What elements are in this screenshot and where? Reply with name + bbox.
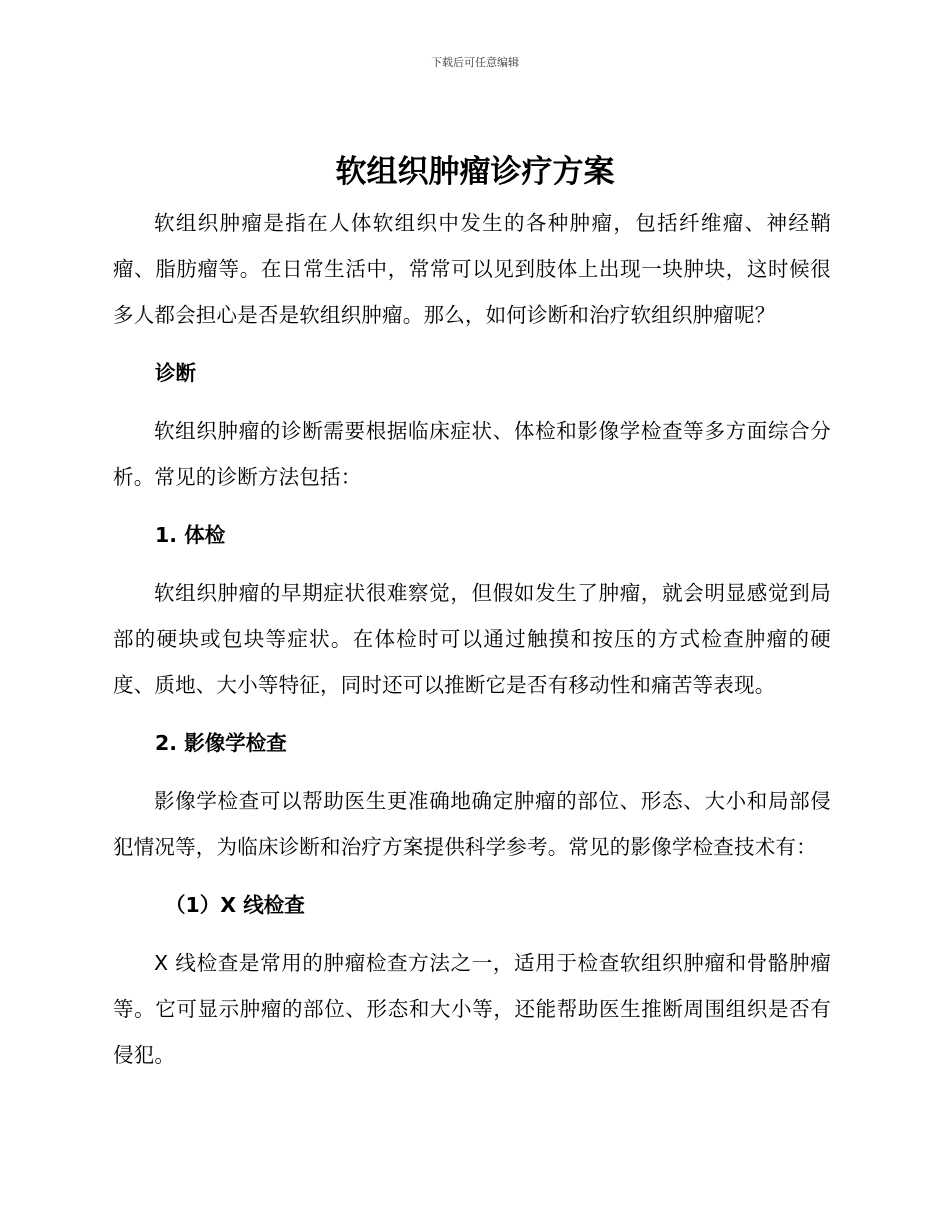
physical-exam-paragraph: 软组织肿瘤的早期症状很难察觉，但假如发生了肿瘤，就会明显感觉到局部的硬块或包块等症状。在体检时可以通过触摸和按压的方式检查肿瘤的硬度、质地、大小等特征，同时还可以推断它是否有移动性和痛苦等表现。	[113, 581, 831, 697]
spacer	[113, 558, 831, 570]
spacer	[113, 396, 831, 408]
section-heading-physical-exam: 1. 体检	[155, 523, 226, 547]
document-title: 软组织肿瘤诊疗方案	[335, 154, 615, 190]
spacer	[113, 870, 831, 882]
document-body	[113, 200, 831, 1078]
section-heading-imaging: 2. 影像学检查	[155, 731, 287, 755]
section-heading-xray: （1）X 线检查	[165, 893, 305, 917]
intro-paragraph: 软组织肿瘤是指在人体软组织中发生的各种肿瘤，包括纤维瘤、神经鞘瘤、脂肪瘤等。在日常生活中，常常可以见到肢体上出现一块肿块，这时候很多人都会担心是否是软组织肿瘤。那么，如何诊断和治疗软组织肿瘤呢？	[113, 211, 831, 327]
section-heading-diagnosis: 诊断	[155, 361, 196, 385]
spacer	[113, 708, 831, 720]
spacer	[113, 928, 831, 940]
spacer	[113, 766, 831, 778]
imaging-paragraph: 影像学检查可以帮助医生更准确地确定肿瘤的部位、形态、大小和局部侵犯情况等，为临床诊断和治疗方案提供科学参考。常见的影像学检查技术有：	[113, 789, 831, 859]
spacer	[113, 500, 831, 512]
xray-paragraph: X 线检查是常用的肿瘤检查方法之一，适用于检查软组织肿瘤和骨骼肿瘤等。它可显示肿瘤的部位、形态和大小等，还能帮助医生推断周围组织是否有侵犯。	[113, 951, 831, 1067]
diagnosis-paragraph: 软组织肿瘤的诊断需要根据临床症状、体检和影像学检查等多方面综合分析。常见的诊断方法包括：	[113, 419, 831, 489]
header-note: 下载后可任意编辑	[431, 56, 519, 69]
spacer	[113, 338, 831, 350]
